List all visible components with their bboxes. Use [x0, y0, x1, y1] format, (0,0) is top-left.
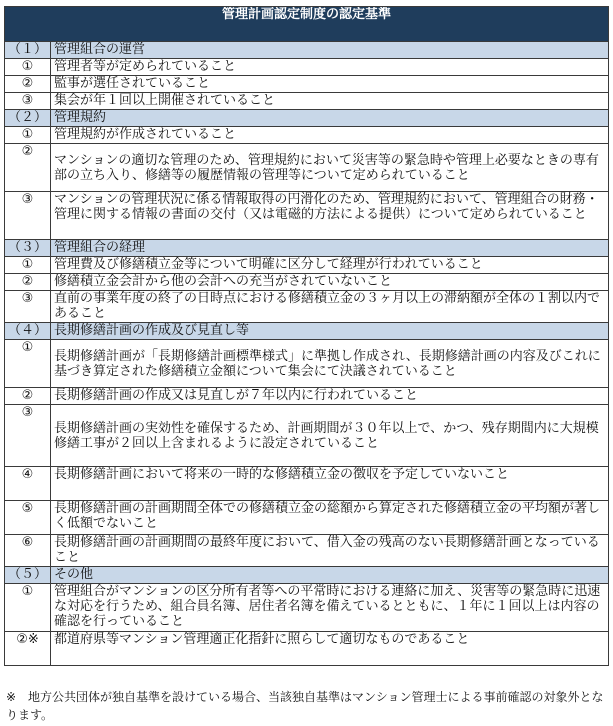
criterion-number: ④ — [5, 467, 51, 501]
criterion-number: ① — [5, 584, 51, 632]
criterion-number: ② — [5, 274, 51, 291]
criterion-row — [5, 405, 609, 467]
section-row — [5, 42, 609, 59]
section-title: 長期修繕計画の作成及び見直し等 — [51, 323, 609, 340]
criterion-number: ① — [5, 257, 51, 274]
criterion-text: 集会が年１回以上開催されていること — [51, 93, 609, 110]
table-title: 管理計画認定制度の認定基準 — [5, 7, 609, 42]
criterion-text: 長期修繕計画の計画期間全体での修繕積立金の総額から算定された修繕積立金の平均額が著しく低額でないこと — [51, 501, 609, 535]
footnote-mark: ※ — [6, 690, 17, 704]
section-title: その他 — [51, 567, 609, 584]
criterion-row — [5, 501, 609, 535]
section-number: （４） — [5, 323, 51, 340]
criterion-text: 長期修繕計画の実効性を確保するため、計画期間が３０年以上で、かつ、残存期間内に大規模修繕工事が２回以上含まれるように設定されていること — [51, 405, 609, 467]
criterion-number: ① — [5, 340, 51, 388]
criterion-number: ③ — [5, 192, 51, 240]
criterion-text: 長期修繕計画において将来の一時的な修繕積立金の徴収を予定していないこと — [51, 467, 609, 501]
section-row — [5, 323, 609, 340]
section-row — [5, 240, 609, 257]
section-number: （３） — [5, 240, 51, 257]
criterion-text: 都道府県等マンション管理適正化指針に照らして適切なものであること — [51, 632, 609, 666]
criterion-number: ③ — [5, 405, 51, 467]
criterion-row — [5, 192, 609, 240]
footnote — [6, 688, 606, 724]
criterion-text: 長期修繕計画の作成又は見直しが７年以内に行われていること — [51, 388, 609, 405]
criterion-text: 直前の事業年度の終了の日時点における修繕積立金の３ヶ月以上の滞納額が全体の１割以内であること — [51, 291, 609, 323]
criterion-text: 管理費及び修繕積立金等について明確に区分して経理が行われていること — [51, 257, 609, 274]
section-row — [5, 567, 609, 584]
section-number: （５） — [5, 567, 51, 584]
criterion-text: 監事が選任されていること — [51, 76, 609, 93]
criterion-row — [5, 76, 609, 93]
criterion-row — [5, 93, 609, 110]
criterion-row — [5, 632, 609, 666]
criterion-text: 長期修繕計画の計画期間の最終年度において、借入金の残高のない長期修繕計画となっていること — [51, 535, 609, 567]
criterion-text: 管理組合がマンションの区分所有者等への平常時における連絡に加え、災害等の緊急時に迅速な対応を行うため、組合員名簿、居住者名簿を備えているとともに、１年に１回以上は内容の確認を行っていること — [51, 584, 609, 632]
criterion-number: ⑤ — [5, 501, 51, 535]
criterion-row — [5, 535, 609, 567]
criterion-number: ② — [5, 388, 51, 405]
criterion-row — [5, 144, 609, 192]
criterion-number: ① — [5, 127, 51, 144]
section-number: （１） — [5, 42, 51, 59]
criterion-text: マンションの管理状況に係る情報取得の円滑化のため、管理規約において、管理組合の財務・管理に関する情報の書面の交付（又は電磁的方法による提供）について定められていること — [51, 192, 609, 240]
criterion-row — [5, 340, 609, 388]
criterion-row — [5, 584, 609, 632]
criterion-text: 修繕積立金会計から他の会計への充当がされていないこと — [51, 274, 609, 291]
criterion-text: 管理者等が定められていること — [51, 59, 609, 76]
criterion-row — [5, 257, 609, 274]
criterion-row — [5, 388, 609, 405]
criterion-number: ⑥ — [5, 535, 51, 567]
criterion-row — [5, 127, 609, 144]
criterion-number: ②※ — [5, 632, 51, 666]
criterion-row — [5, 291, 609, 323]
criterion-number: ③ — [5, 93, 51, 110]
criterion-row — [5, 59, 609, 76]
section-title: 管理組合の経理 — [51, 240, 609, 257]
criterion-number: ② — [5, 76, 51, 93]
section-number: （２） — [5, 110, 51, 127]
section-title: 管理組合の運営 — [51, 42, 609, 59]
criterion-number: ② — [5, 144, 51, 192]
section-title: 管理規約 — [51, 110, 609, 127]
footnote-text: 地方公共団体が独自基準を設けている場合、当該独自基準はマンション管理士による事前確認の対象外となります。 — [6, 690, 604, 722]
criterion-text: マンションの適切な管理のため、管理規約において災害等の緊急時や管理上必要なときの専有部の立ち入り、修繕等の履歴情報の管理等について定められていること — [51, 144, 609, 192]
criterion-number: ① — [5, 59, 51, 76]
criterion-number: ③ — [5, 291, 51, 323]
criterion-row — [5, 467, 609, 501]
criterion-row — [5, 274, 609, 291]
title-row — [5, 7, 609, 42]
criterion-text: 長期修繕計画が「長期修繕計画標準様式」に準拠し作成され、長期修繕計画の内容及びこれに基づき算定された修繕積立金額について集会にて決議されていること — [51, 340, 609, 388]
criterion-text: 管理規約が作成されていること — [51, 127, 609, 144]
section-row — [5, 110, 609, 127]
criteria-table — [4, 6, 609, 666]
